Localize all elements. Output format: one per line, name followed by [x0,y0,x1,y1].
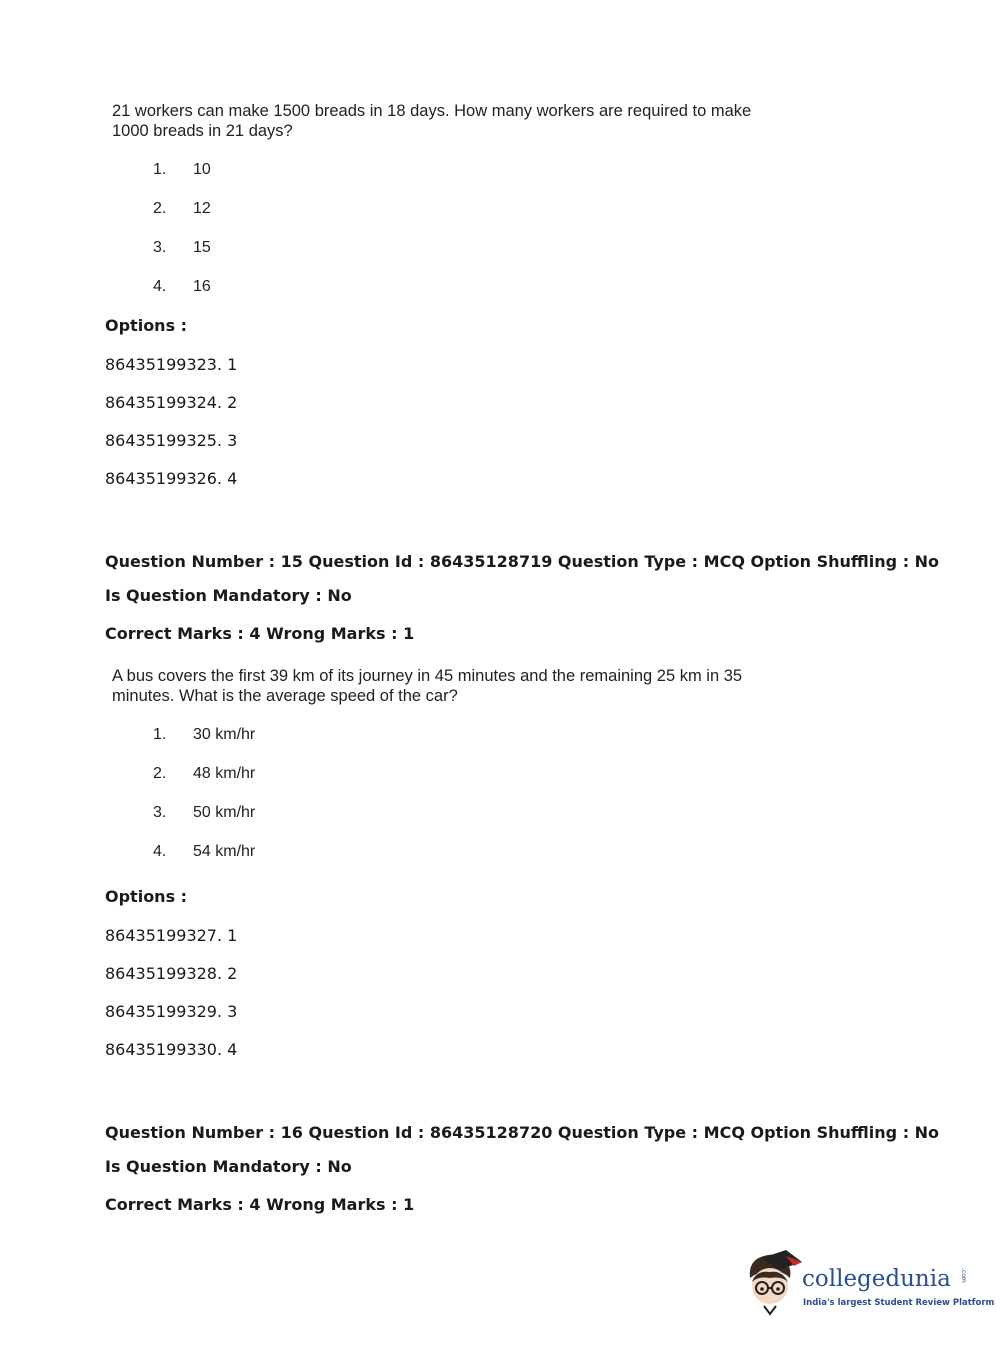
options-label: Options : [105,316,188,335]
choice-item [153,278,211,296]
choice-number: 4. [153,843,167,860]
option-item: 86435199325. 3 [105,431,238,450]
choice-number: 3. [153,804,167,821]
question-15-header: Question Number : 15 Question Id : 86435128719 Question Type : MCQ Option Shuffling : No [105,552,940,571]
choice-text: 50 km/hr [193,804,256,821]
options-label: Options : [105,887,188,906]
option-item: 86435199324. 2 [105,393,238,412]
question-16-mandatory: Is Question Mandatory : No [105,1157,352,1176]
question-16-marks: Correct Marks : 4 Wrong Marks : 1 [105,1195,415,1214]
logo-wordmark: collegedunia [802,1266,951,1292]
option-item: 86435199328. 2 [105,964,238,983]
choice-text: 10 [193,161,211,178]
choice-text: 54 km/hr [193,843,256,860]
mascot-icon [742,1248,802,1318]
question-15-mandatory: Is Question Mandatory : No [105,586,352,605]
choice-item [153,843,255,861]
choice-number: 1. [153,161,167,178]
choice-item [153,161,211,179]
option-item: 86435199323. 1 [105,355,238,374]
question-14-text: 21 workers can make 1500 breads in 18 days. How many workers are required to make 1000 breads in 21 days? [112,102,752,140]
logo-domain-suffix: .com [960,1268,967,1283]
choice-item [153,200,211,218]
choice-number: 1. [153,726,167,743]
question-16-header: Question Number : 16 Question Id : 86435128720 Question Type : MCQ Option Shuffling : No [105,1123,940,1142]
choice-item [153,804,255,822]
choice-text: 30 km/hr [193,726,256,743]
choice-text: 48 km/hr [193,765,256,782]
option-item: 86435199327. 1 [105,926,238,945]
choice-number: 2. [153,765,167,782]
choice-number: 2. [153,200,167,217]
option-item: 86435199329. 3 [105,1002,238,1021]
choice-number: 4. [153,278,167,295]
choice-text: 12 [193,200,211,217]
option-item: 86435199330. 4 [105,1040,238,1059]
question-15-text: A bus covers the first 39 km of its journey in 45 minutes and the remaining 25 km in 35 minutes. What is the average speed of the car? [112,667,743,705]
choice-number: 3. [153,239,167,256]
choice-item [153,726,255,744]
logo-tagline: India's largest Student Review Platform [803,1298,995,1308]
question-15-marks: Correct Marks : 4 Wrong Marks : 1 [105,624,415,643]
collegedunia-logo [742,1248,995,1320]
choice-text: 15 [193,239,211,256]
choice-item [153,765,255,783]
choice-item [153,239,211,257]
option-item: 86435199326. 4 [105,469,238,488]
choice-text: 16 [193,278,211,295]
